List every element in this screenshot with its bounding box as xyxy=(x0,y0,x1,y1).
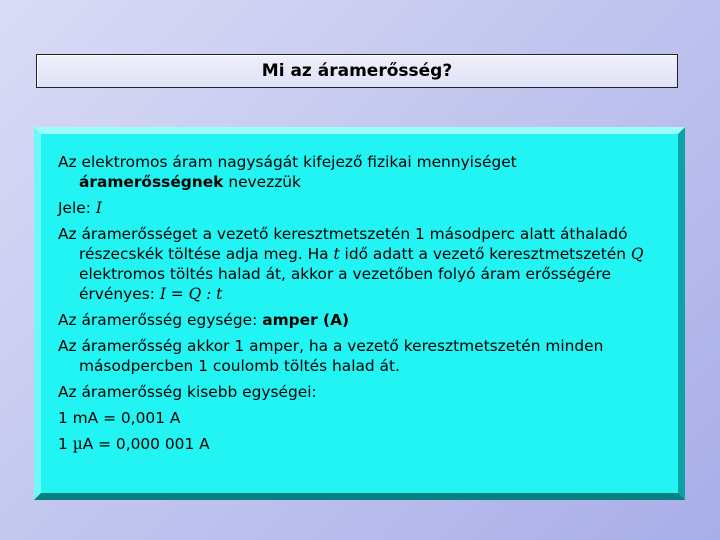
smaller-units-heading: Az áramerősség kisebb egységei: xyxy=(58,383,317,401)
unit-paragraph: Az áramerősség egysége: amper (A) xyxy=(58,311,350,329)
definition-paragraph: Az elektromos áram nagyságát kifejező fizikai mennyiséget áramerősségnek nevezzük xyxy=(58,153,517,191)
mu-symbol: µ xyxy=(72,435,83,453)
content-panel xyxy=(34,127,685,500)
term-bold: áramerősségnek xyxy=(79,173,224,191)
ampere-definition-paragraph: Az áramerősség akkor 1 amper, ha a vezető keresztmetszetén minden másodpercben 1 coulomb töltés halad át. xyxy=(58,337,604,375)
var-Q: Q xyxy=(630,245,644,263)
title-box xyxy=(36,54,678,88)
slide-title: Mi az áramerősség? xyxy=(261,61,453,81)
unit-bold: amper (A) xyxy=(262,311,350,329)
symbol-paragraph: Jele: I xyxy=(58,199,102,217)
var-t: t xyxy=(333,245,340,263)
content-body xyxy=(58,152,666,460)
milliampere-line: 1 mA = 0,001 A xyxy=(58,409,181,427)
symbol-I: I xyxy=(95,199,102,217)
formula: I = Q : t xyxy=(159,285,223,303)
formula-paragraph: Az áramerősséget a vezető keresztmetszetén 1 másodperc alatt áthaladó részecskék töltése adja meg. Ha t idő adatt a vezető keresztmetszetén Q elektromos töltés halad át, akkor a vezetőben folyó áram erősségére érvényes: I = Q : t xyxy=(58,225,644,303)
microampere-line: 1 µA = 0,000 001 A xyxy=(58,435,210,453)
